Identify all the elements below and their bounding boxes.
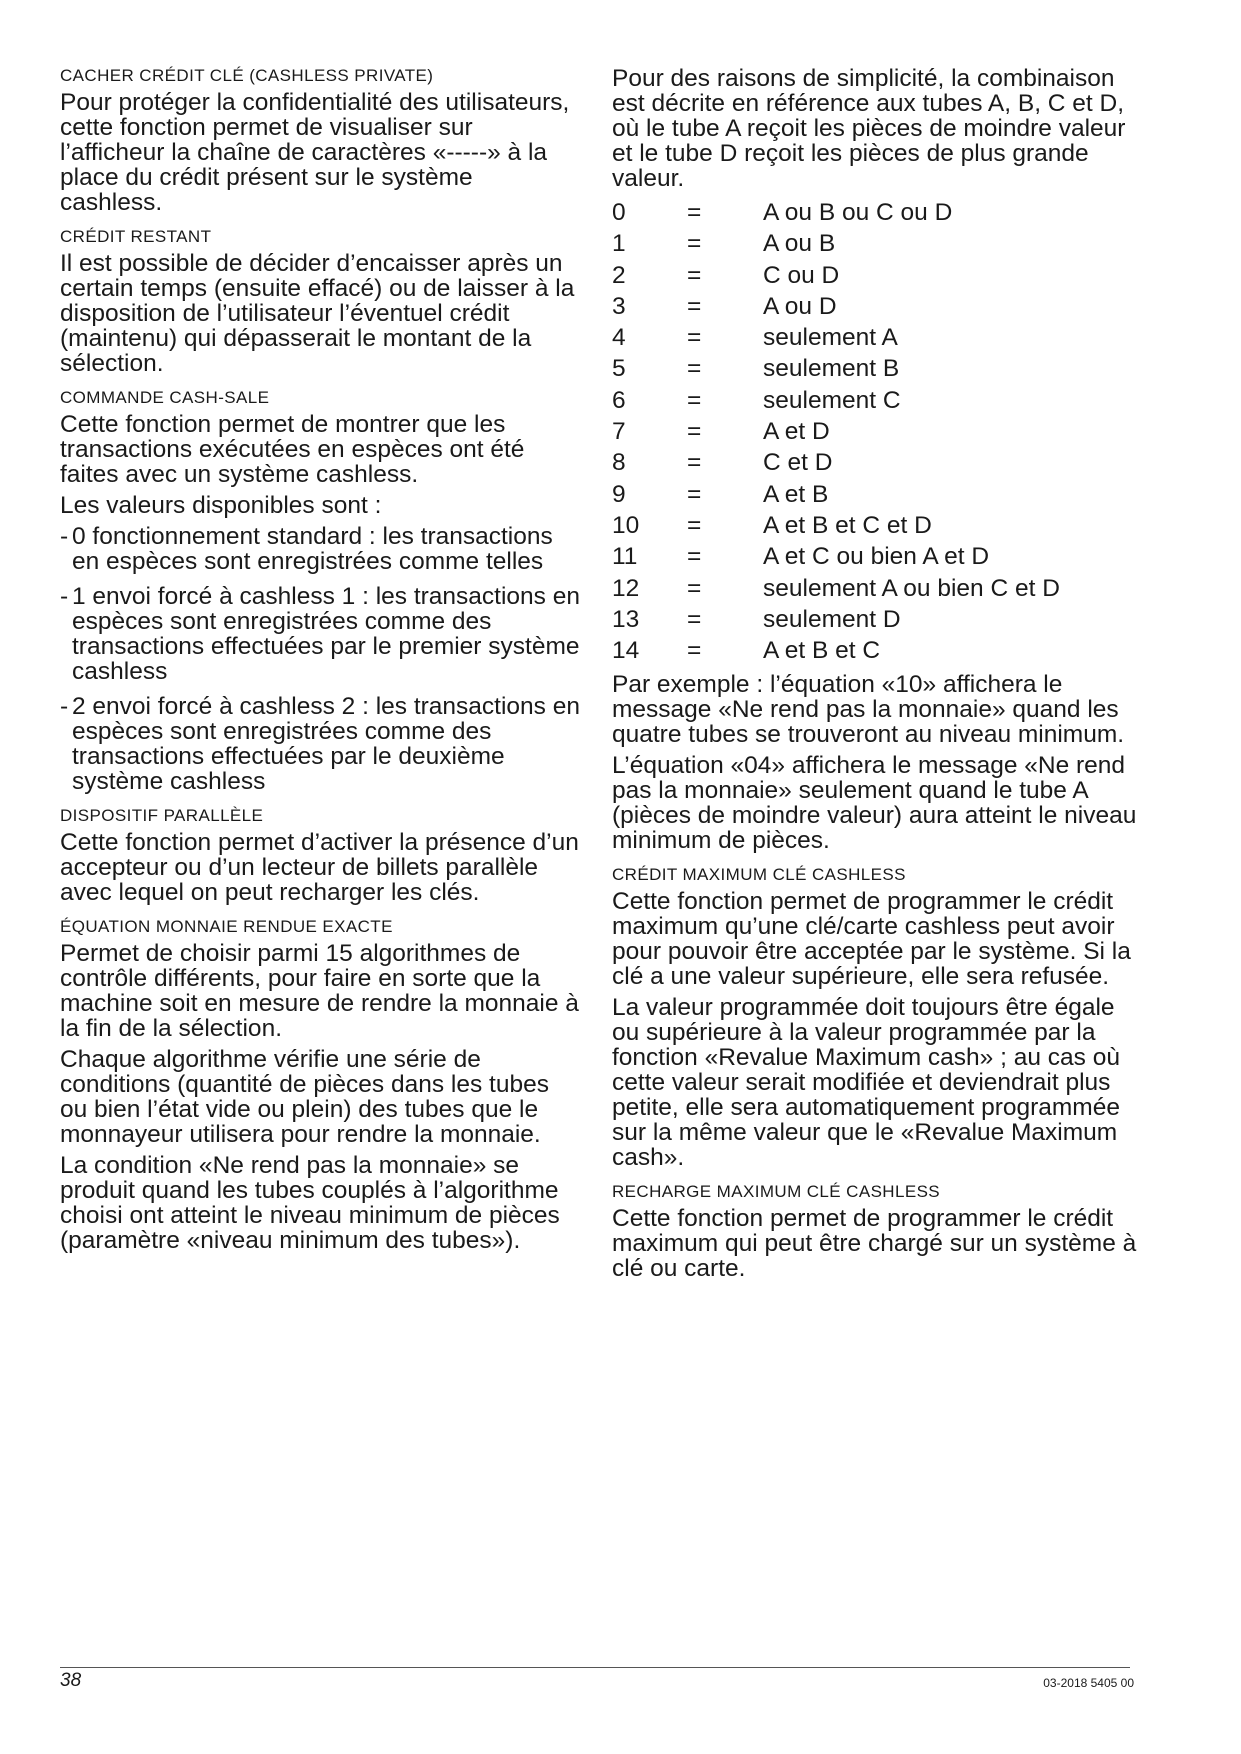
code-equals: = (687, 418, 702, 446)
code-equals: = (687, 574, 702, 602)
code-equals: = (687, 230, 702, 258)
code-equals: = (687, 511, 702, 539)
heading-commande-cash-sale: COMMANDE CASH-SALE (60, 388, 270, 407)
code-equals: = (687, 637, 702, 665)
table-row (612, 291, 1060, 322)
code-number: 8 (612, 449, 626, 477)
code-number: 2 (612, 261, 626, 289)
code-description: seulement C (763, 386, 901, 414)
code-description: C ou D (763, 261, 840, 289)
code-equals: = (687, 324, 702, 352)
code-description: A et C ou bien A et D (763, 543, 990, 571)
heading-equation-monnaie: ÉQUATION MONNAIE RENDUE EXACTE (60, 917, 393, 936)
code-description: seulement D (763, 605, 901, 633)
paragraph-cash-sale-intro: Cette fonction permet de montrer que les transactions exécutées en espèces ont été faites avec un système cashless. (60, 411, 525, 488)
code-number: 1 (612, 230, 626, 258)
paragraph-example-04: L’équation «04» affichera le message «Ne rend pas la monnaie» seulement quand le tube A (pièces de moindre valeur) aura atteint le niveau minimum de pièces. (612, 752, 1137, 855)
heading-credit-restant: CRÉDIT RESTANT (60, 227, 212, 246)
code-number: 5 (612, 355, 626, 383)
list-item (60, 694, 580, 794)
code-equals: = (687, 355, 702, 383)
code-equals: = (687, 261, 702, 289)
paragraph-equation-2: Chaque algorithme vérifie une série de conditions (quantité de pièces dans les tubes ou bien l’état vide ou plein) des tubes que le monnayeur utilisera pour rendre la monnaie. (60, 1046, 549, 1148)
code-description: A et B et C et D (763, 511, 932, 539)
table-row (612, 573, 1060, 604)
table-row (612, 635, 1060, 666)
code-number: 13 (612, 605, 640, 633)
table-row (612, 604, 1060, 635)
paragraph-recharge-maximum: Cette fonction permet de programmer le crédit maximum qui peut être chargé sur un système à clé ou carte. (612, 1205, 1137, 1283)
heading-cacher-credit-cle: CACHER CRÉDIT CLÉ (CASHLESS PRIVATE) (60, 66, 434, 85)
list-item-text: 2 envoi forcé à cashless 2 : les transactions en espèces sont enregistrées comme des transactions effectuées par le deuxième système cashless (72, 693, 580, 795)
paragraph-cash-sale-values: Les valeurs disponibles sont : (60, 492, 382, 519)
footer-divider (60, 1667, 1130, 1668)
code-description: A et B et C (763, 637, 881, 665)
paragraph-credit-maximum-2: La valeur programmée doit toujours être égale ou supérieure à la valeur programmée par la fonction «Revalue Maximum cash» ; au cas où cette valeur serait modifiée et deviendrait plus petite, elle sera automatiquement programmée sur la même valeur que le «Revalue Maximum cash». (612, 994, 1120, 1172)
table-row (612, 447, 1060, 478)
list-item-text: 1 envoi forcé à cashless 1 : les transactions en espèces sont enregistrées comme des transactions effectuées par le premier système cashless (72, 583, 580, 685)
code-equals: = (687, 386, 702, 414)
list-item (60, 524, 580, 574)
paragraph-tubes-intro: Pour des raisons de simplicité, la combinaison est décrite en référence aux tubes A, B, C et D, où le tube A reçoit les pièces de moindre valeur et le tube D reçoit les pièces de plus grande valeur. (612, 65, 1126, 192)
paragraph-equation-3: La condition «Ne rend pas la monnaie» se produit quand les tubes couplés à l’algorithme choisi ont atteint le niveau minimum de pièces (paramètre «niveau minimum des tubes»). (60, 1152, 560, 1254)
code-equals: = (687, 480, 702, 508)
code-number: 3 (612, 292, 626, 320)
code-number: 12 (612, 574, 640, 602)
code-number: 14 (612, 637, 640, 665)
bullet-dash: - (60, 583, 69, 610)
code-number: 6 (612, 386, 626, 414)
page-number: 38 (60, 1670, 82, 1691)
list-item (60, 584, 580, 684)
table-row (612, 353, 1060, 384)
paragraph-dispositif-parallele: Cette fonction permet d’activer la présence d’un accepteur ou d’un lecteur de billets parallèle avec lequel on peut recharger les clés. (60, 829, 579, 906)
bullet-dash: - (60, 523, 69, 550)
table-row (612, 479, 1060, 510)
code-description: A ou B (763, 230, 836, 258)
paragraph-credit-restant: Il est possible de décider d’encaisser après un certain temps (ensuite effacé) ou de laisser à la disposition de l’utilisateur l’éventuel crédit (maintenu) qui dépasserait le montant de la sélection. (60, 250, 575, 377)
bullet-dash: - (60, 693, 69, 720)
table-row (612, 385, 1060, 416)
table-row (612, 416, 1060, 447)
code-description: A et D (763, 418, 830, 446)
code-description: seulement A (763, 324, 898, 352)
code-description: C et D (763, 449, 833, 477)
code-description: A ou B ou C ou D (763, 199, 953, 226)
code-description: seulement A ou bien C et D (763, 574, 1060, 602)
table-row (612, 322, 1060, 353)
code-number: 10 (612, 511, 640, 539)
code-equals: = (687, 543, 702, 571)
code-description: A ou D (763, 292, 837, 320)
table-row (612, 541, 1060, 572)
heading-credit-maximum-cle: CRÉDIT MAXIMUM CLÉ CASHLESS (612, 865, 906, 885)
code-equals: = (687, 605, 702, 633)
heading-dispositif-parallele: DISPOSITIF PARALLÈLE (60, 806, 264, 825)
list-item-text: 0 fonctionnement standard : les transactions en espèces sont enregistrées comme telles (72, 523, 553, 575)
table-row (612, 197, 1060, 228)
heading-recharge-maximum-cle: RECHARGE MAXIMUM CLÉ CASHLESS (612, 1182, 941, 1202)
code-number: 11 (612, 543, 638, 571)
paragraph-example-10: Par exemple : l’équation «10» affichera le message «Ne rend pas la monnaie» quand les quatre tubes se trouveront au niveau minimum. (612, 671, 1125, 749)
paragraph-cacher-credit-cle: Pour protéger la confidentialité des utilisateurs, cette fonction permet de visualiser sur l’afficheur la chaîne de caractères «-----» à la place du crédit présent sur le système cashless. (60, 89, 570, 216)
table-row (612, 510, 1060, 541)
code-number: 7 (612, 418, 626, 446)
right-column (612, 66, 1142, 1289)
left-column (60, 66, 580, 1259)
paragraph-credit-maximum-1: Cette fonction permet de programmer le crédit maximum qu’une clé/carte cashless peut avoir pour pouvoir être acceptée par le système. Si la clé a une valeur supérieure, elle sera refusée. (612, 888, 1131, 991)
paragraph-equation-1: Permet de choisir parmi 15 algorithmes de contrôle différents, pour faire en sorte que la machine soit en mesure de rendre la monnaie à la fin de la sélection. (60, 940, 579, 1042)
code-equals: = (687, 199, 702, 226)
code-equals: = (687, 292, 702, 320)
table-row (612, 228, 1060, 259)
document-code: 03-2018 5405 00 (1043, 1676, 1134, 1690)
code-equals: = (687, 449, 702, 477)
table-row (612, 260, 1060, 291)
equation-codes-table (612, 197, 1060, 666)
code-description: A et B (763, 480, 829, 508)
code-number: 0 (612, 199, 626, 226)
code-number: 9 (612, 480, 626, 508)
code-number: 4 (612, 324, 626, 352)
code-description: seulement B (763, 355, 900, 383)
